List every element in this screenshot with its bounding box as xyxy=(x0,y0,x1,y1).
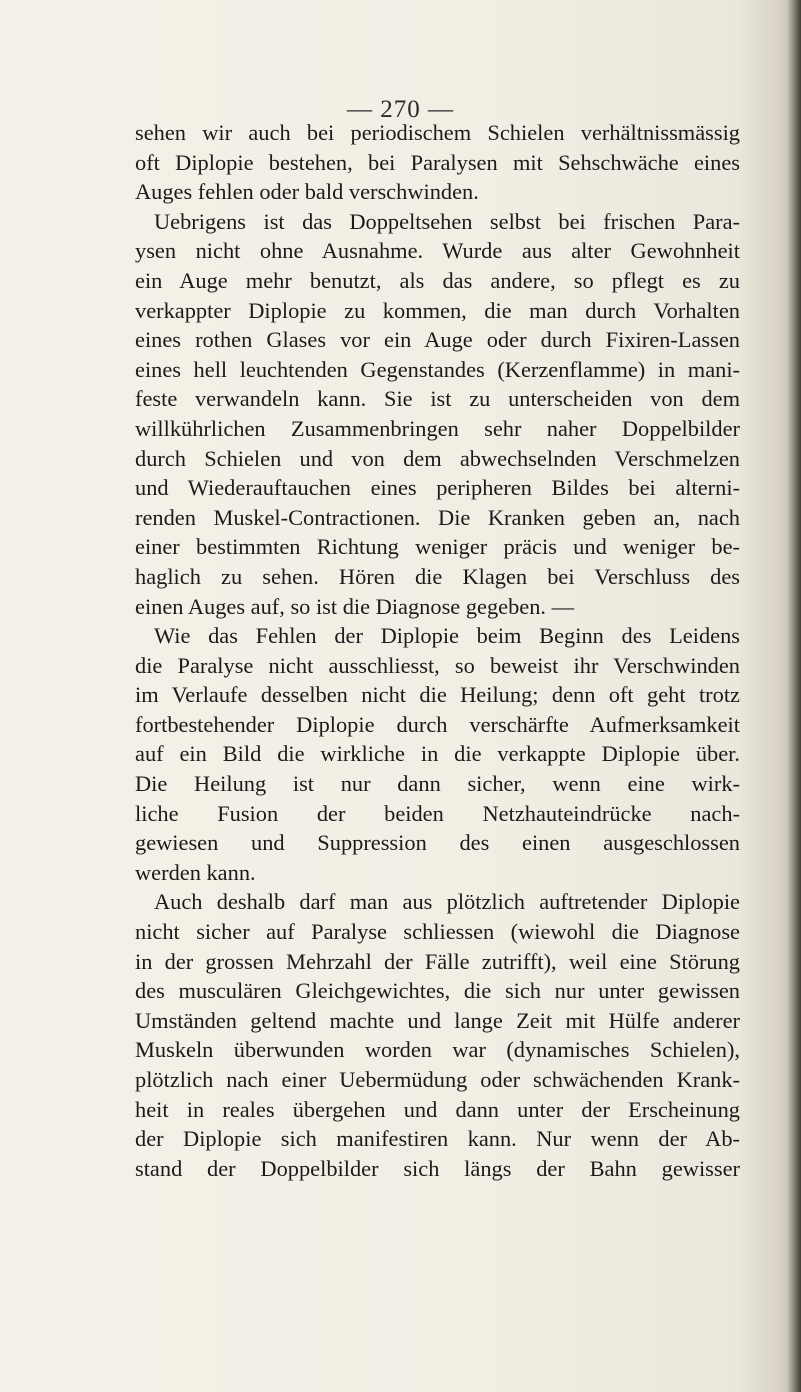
text-line: sehen wir auch bei periodischem Schielen verhältnissmässig xyxy=(135,120,740,145)
text-line: auf ein Bild die wirkliche in die verkappte Diplopie über. xyxy=(135,741,740,767)
text-line: Muskeln überwunden worden war (dynamisches Schielen), xyxy=(135,1037,740,1063)
text-line: willkührlichen Zusammenbringen sehr naher Doppelbilder xyxy=(135,415,740,441)
text-line: des musculären Gleichgewichtes, die sich nur unter gewissen xyxy=(135,978,740,1004)
text-line: Wie das Fehlen der Diplopie beim Beginn des Leidens xyxy=(154,623,740,649)
text-line: eines hell leuchtenden Gegenstandes (Kerzenflamme) in mani- xyxy=(135,356,740,382)
text-line: liche Fusion der beiden Netzhauteindrücke nach- xyxy=(135,800,740,826)
text-line: renden Muskel-Contractionen. Die Kranken geben an, nach xyxy=(135,504,740,530)
text-line: Auges fehlen oder bald verschwinden. xyxy=(135,179,479,205)
text-line: oft Diplopie bestehen, bei Paralysen mit Sehschwäche eines xyxy=(135,149,740,175)
text-line: feste verwandeln kann. Sie ist zu unterscheiden von dem xyxy=(135,386,740,412)
text-line: eines rothen Glases vor ein Auge oder durch Fixiren-Lassen xyxy=(135,327,740,353)
text-line: die Paralyse nicht ausschliesst, so beweist ihr Verschwinden xyxy=(135,652,740,678)
body-text xyxy=(135,118,740,1183)
text-line: im Verlaufe desselben nicht die Heilung; denn oft geht trotz xyxy=(135,682,740,708)
text-line: ein Auge mehr benutzt, als das andere, so pflegt es zu xyxy=(135,267,740,293)
text-line: Die Heilung ist nur dann sicher, wenn eine wirk- xyxy=(135,771,740,797)
text-line: werden kann. xyxy=(135,859,256,885)
text-line: stand der Doppelbilder sich längs der Bahn gewisser xyxy=(135,1155,740,1181)
text-line: Auch deshalb darf man aus plötzlich auftretender Diplopie xyxy=(154,889,740,915)
text-line: der Diplopie sich manifestiren kann. Nur wenn der Ab- xyxy=(135,1126,740,1152)
text-line: und Wiederauftauchen eines peripheren Bildes bei alterni- xyxy=(135,475,740,501)
text-line: einen Auges auf, so ist die Diagnose gegeben. — xyxy=(135,593,575,619)
text-line: Uebrigens ist das Doppeltsehen selbst bei frischen Para- xyxy=(154,208,740,234)
text-line: einer bestimmten Richtung weniger präcis und weniger be- xyxy=(135,534,740,560)
text-line: plötzlich nach einer Uebermüdung oder schwächenden Krank- xyxy=(135,1067,740,1092)
page-number: — 270 — xyxy=(347,96,454,123)
text-line: ysen nicht ohne Ausnahme. Wurde aus alter Gewohnheit xyxy=(135,238,740,264)
text-line: durch Schielen und von dem abwechselnden Verschmelzen xyxy=(135,445,740,471)
text-line: nicht sicher auf Paralyse schliessen (wiewohl die Diagnose xyxy=(135,919,740,945)
text-line: haglich zu sehen. Hören die Klagen bei Verschluss des xyxy=(135,563,740,589)
text-line: verkappter Diplopie zu kommen, die man durch Vorhalten xyxy=(135,297,740,323)
text-line: heit in reales übergehen und dann unter der Erscheinung xyxy=(135,1096,740,1122)
text-line: Umständen geltend machte und lange Zeit mit Hülfe anderer xyxy=(135,1007,740,1033)
page-edge-shadow xyxy=(787,0,801,1392)
text-line: gewiesen und Suppression des einen ausgeschlossen xyxy=(135,830,740,856)
text-line: fortbestehender Diplopie durch verschärfte Aufmerksamkeit xyxy=(135,711,740,737)
text-line: in der grossen Mehrzahl der Fälle zutrifft), weil eine Störung xyxy=(135,948,740,974)
